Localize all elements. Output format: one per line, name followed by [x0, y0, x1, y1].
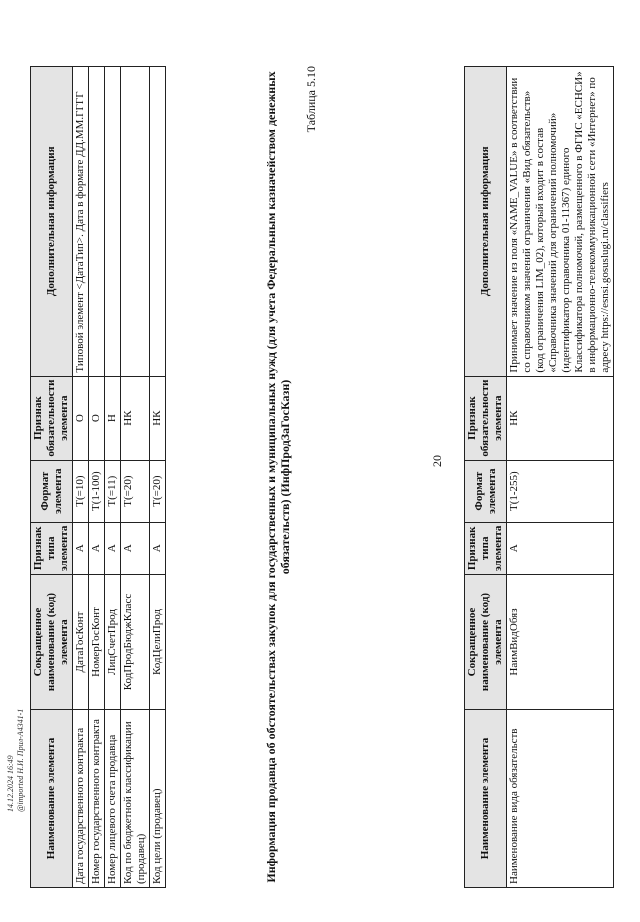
table-header-row [465, 67, 507, 888]
col-header: Сокращенное наименование (код) элемента [465, 575, 507, 710]
col-header: Дополнительная информация [31, 67, 73, 377]
stamp-date: 14.12.2024 16:49 [6, 755, 15, 812]
col-header: Дополнительная информация [465, 67, 507, 377]
table-row: Код цели (продавец) КодЦелиПрод А T(=20) НК [150, 67, 166, 888]
page-number: 20 [430, 455, 444, 467]
table-caption: Информация продавца об обстоятельствах закупок для государственных и муниципальных нужд (для учета Федеральным казначейством денежных обязательств) (ИнфПродЗаГосКазн) [264, 71, 292, 883]
col-header: Признак обязательности элемента [465, 376, 507, 460]
stamp-source: @imported Н.И. Прил-А4341-1 [16, 708, 25, 812]
table-header-row [31, 67, 73, 888]
col-header: Признак типа элемента [31, 522, 73, 574]
col-header: Наименование элемента [465, 710, 507, 888]
print-stamp [6, 709, 26, 812]
table-row: Наименование вида обязательств НаимВидОбяз А T(1-255) НК Принимает значение из поля «NAME_VALUE» в соответствии со справочником значений ограничения «Вид обязательств» (код ограничения LIM_02), который входит в состав «Справочника значений для ограничений полномочий» (идентификатор справочника 01-11367) единого Классификатора полномочий, размещенного в ФГИС «ЕСНСИ» в информационно-телекоммуникационной сети «Интернет» по адресу https://esnsi.gosuslugi.ru/classifiers [507, 67, 614, 888]
col-header: Наименование элемента [31, 710, 73, 888]
table-label: Таблица 5.10 [304, 66, 318, 133]
table-row: Номер лицевого счета продавца ЛицСчетПрод А T(=11) Н [105, 67, 121, 888]
table-continuation [464, 66, 614, 888]
col-header: Признак типа элемента [465, 522, 507, 574]
table-row: Номер государственного контракта НомерГосКонт А T(1-100) О [89, 67, 105, 888]
col-header: Признак обязательности элемента [31, 376, 73, 460]
table-row: Код по бюджетной классификации (продавец) КодПродБюджКласс А T(=20) НК [121, 67, 150, 888]
col-header: Формат элемента [465, 460, 507, 522]
col-header: Формат элемента [31, 460, 73, 522]
table-5-10 [30, 66, 166, 888]
col-header: Сокращенное наименование (код) элемента [31, 575, 73, 710]
table-row: Дата государственного контракта ДатаГосКонт А T(=10) О Типовой элемент <ДатаТип>. Дата в формате ДД.ММ.ГГГГ [73, 67, 89, 888]
